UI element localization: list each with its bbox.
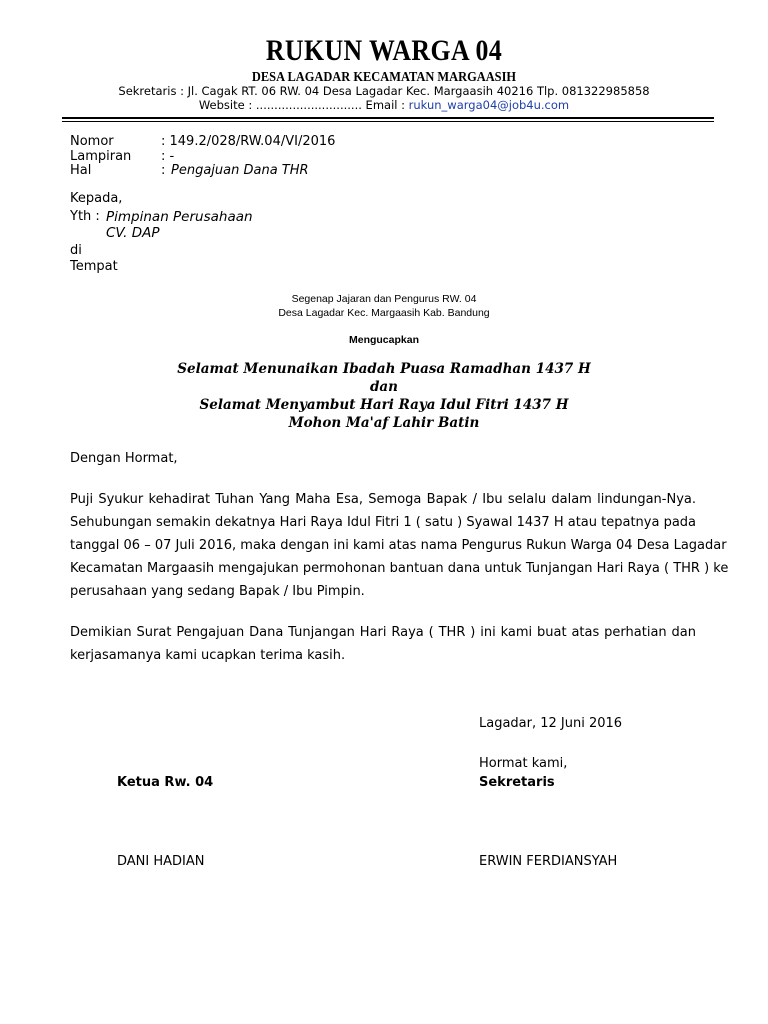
- tempat-text: Tempat: [70, 259, 118, 274]
- website-label: Website : ............................. Email :: [198, 98, 409, 112]
- email-link[interactable]: rukun_warga04@job4u.com: [408, 98, 570, 112]
- hal-value: Pengajuan Dana THR: [171, 163, 309, 178]
- greeting-line-2: Desa Lagadar Kec. Margaasih Kab. Bandung: [278, 307, 490, 319]
- hormat-kami: Hormat kami,: [479, 756, 568, 771]
- mengucapkan-text: Mengucapkan: [348, 334, 419, 346]
- right-signatory-title: Sekretaris: [479, 775, 555, 790]
- hal-colon: :: [161, 163, 166, 178]
- greeting-line-1: Segenap Jajaran dan Pengurus RW. 04: [291, 293, 477, 305]
- left-signatory-name: DANI HADIAN: [117, 854, 205, 869]
- paragraph-1-line-1: Puji Syukur kehadirat Tuhan Yang Maha Esa, Semoga Bapak / Ibu selalu dalam lindungan-Nya.: [70, 492, 696, 507]
- lampiran-value: : -: [161, 149, 175, 164]
- letterhead-title: RUKUN WARGA 04: [265, 34, 503, 67]
- wish-dan: dan: [369, 379, 398, 395]
- paragraph-1-line-2: Sehubungan semakin dekatnya Hari Raya Idul Fitri 1 ( satu ) Syawal 1437 H atau tepatnya pada: [70, 515, 697, 530]
- di-text: di: [70, 243, 82, 258]
- lampiran-label: Lampiran: [70, 149, 132, 164]
- letterhead-subtitle: DESA LAGADAR KECAMATAN MARGAASIH: [251, 69, 517, 84]
- paragraph-1-line-3: tanggal 06 – 07 Juli 2016, maka dengan ini kami atas nama Pengurus Rukun Warga 04 Desa Lagadar: [70, 538, 727, 553]
- wish-puasa: Selamat Menunaikan Ibadah Puasa Ramadhan 1437 H: [177, 361, 591, 377]
- header-rule-thin: [62, 121, 714, 122]
- paragraph-2-line-2: kerjasamanya kami ucapkan terima kasih.: [70, 648, 346, 663]
- hal-label: Hal: [70, 163, 92, 178]
- paragraph-2-line-1: Demikian Surat Pengajuan Dana Tunjangan Hari Raya ( THR ) ini kami buat atas perhatian dan: [70, 625, 696, 640]
- recipient-name: Pimpinan Perusahaan: [106, 209, 253, 225]
- recipient-company: CV. DAP: [106, 225, 160, 241]
- letterhead-contact: [0, 98, 768, 112]
- letterhead-address: Sekretaris : Jl. Cagak RT. 06 RW. 04 Desa Lagadar Kec. Margaasih 40216 Tlp. 081322985858: [118, 84, 650, 98]
- wish-idul-fitri: Selamat Menyambut Hari Raya Idul Fitri 1437 H: [199, 397, 569, 413]
- salutation: Dengan Hormat,: [70, 451, 178, 466]
- header-rule-thick: [62, 117, 714, 119]
- nomor-value: : 149.2/028/RW.04/VI/2016: [161, 134, 336, 149]
- right-signatory-name: ERWIN FERDIANSYAH: [479, 854, 618, 869]
- paragraph-1-line-5: perusahaan yang sedang Bapak / Ibu Pimpin.: [70, 584, 365, 599]
- wish-maaf: Mohon Ma'af Lahir Batin: [288, 415, 480, 431]
- nomor-label: Nomor: [70, 134, 114, 149]
- paragraph-1-line-4: Kecamatan Margaasih mengajukan permohonan bantuan dana untuk Tunjangan Hari Raya ( THR ) ke: [70, 561, 729, 576]
- place-date: Lagadar, 12 Juni 2016: [479, 716, 623, 731]
- kepada-text: Kepada,: [70, 191, 123, 206]
- yth-label: Yth :: [70, 209, 100, 224]
- left-signatory-title: Ketua Rw. 04: [117, 775, 214, 790]
